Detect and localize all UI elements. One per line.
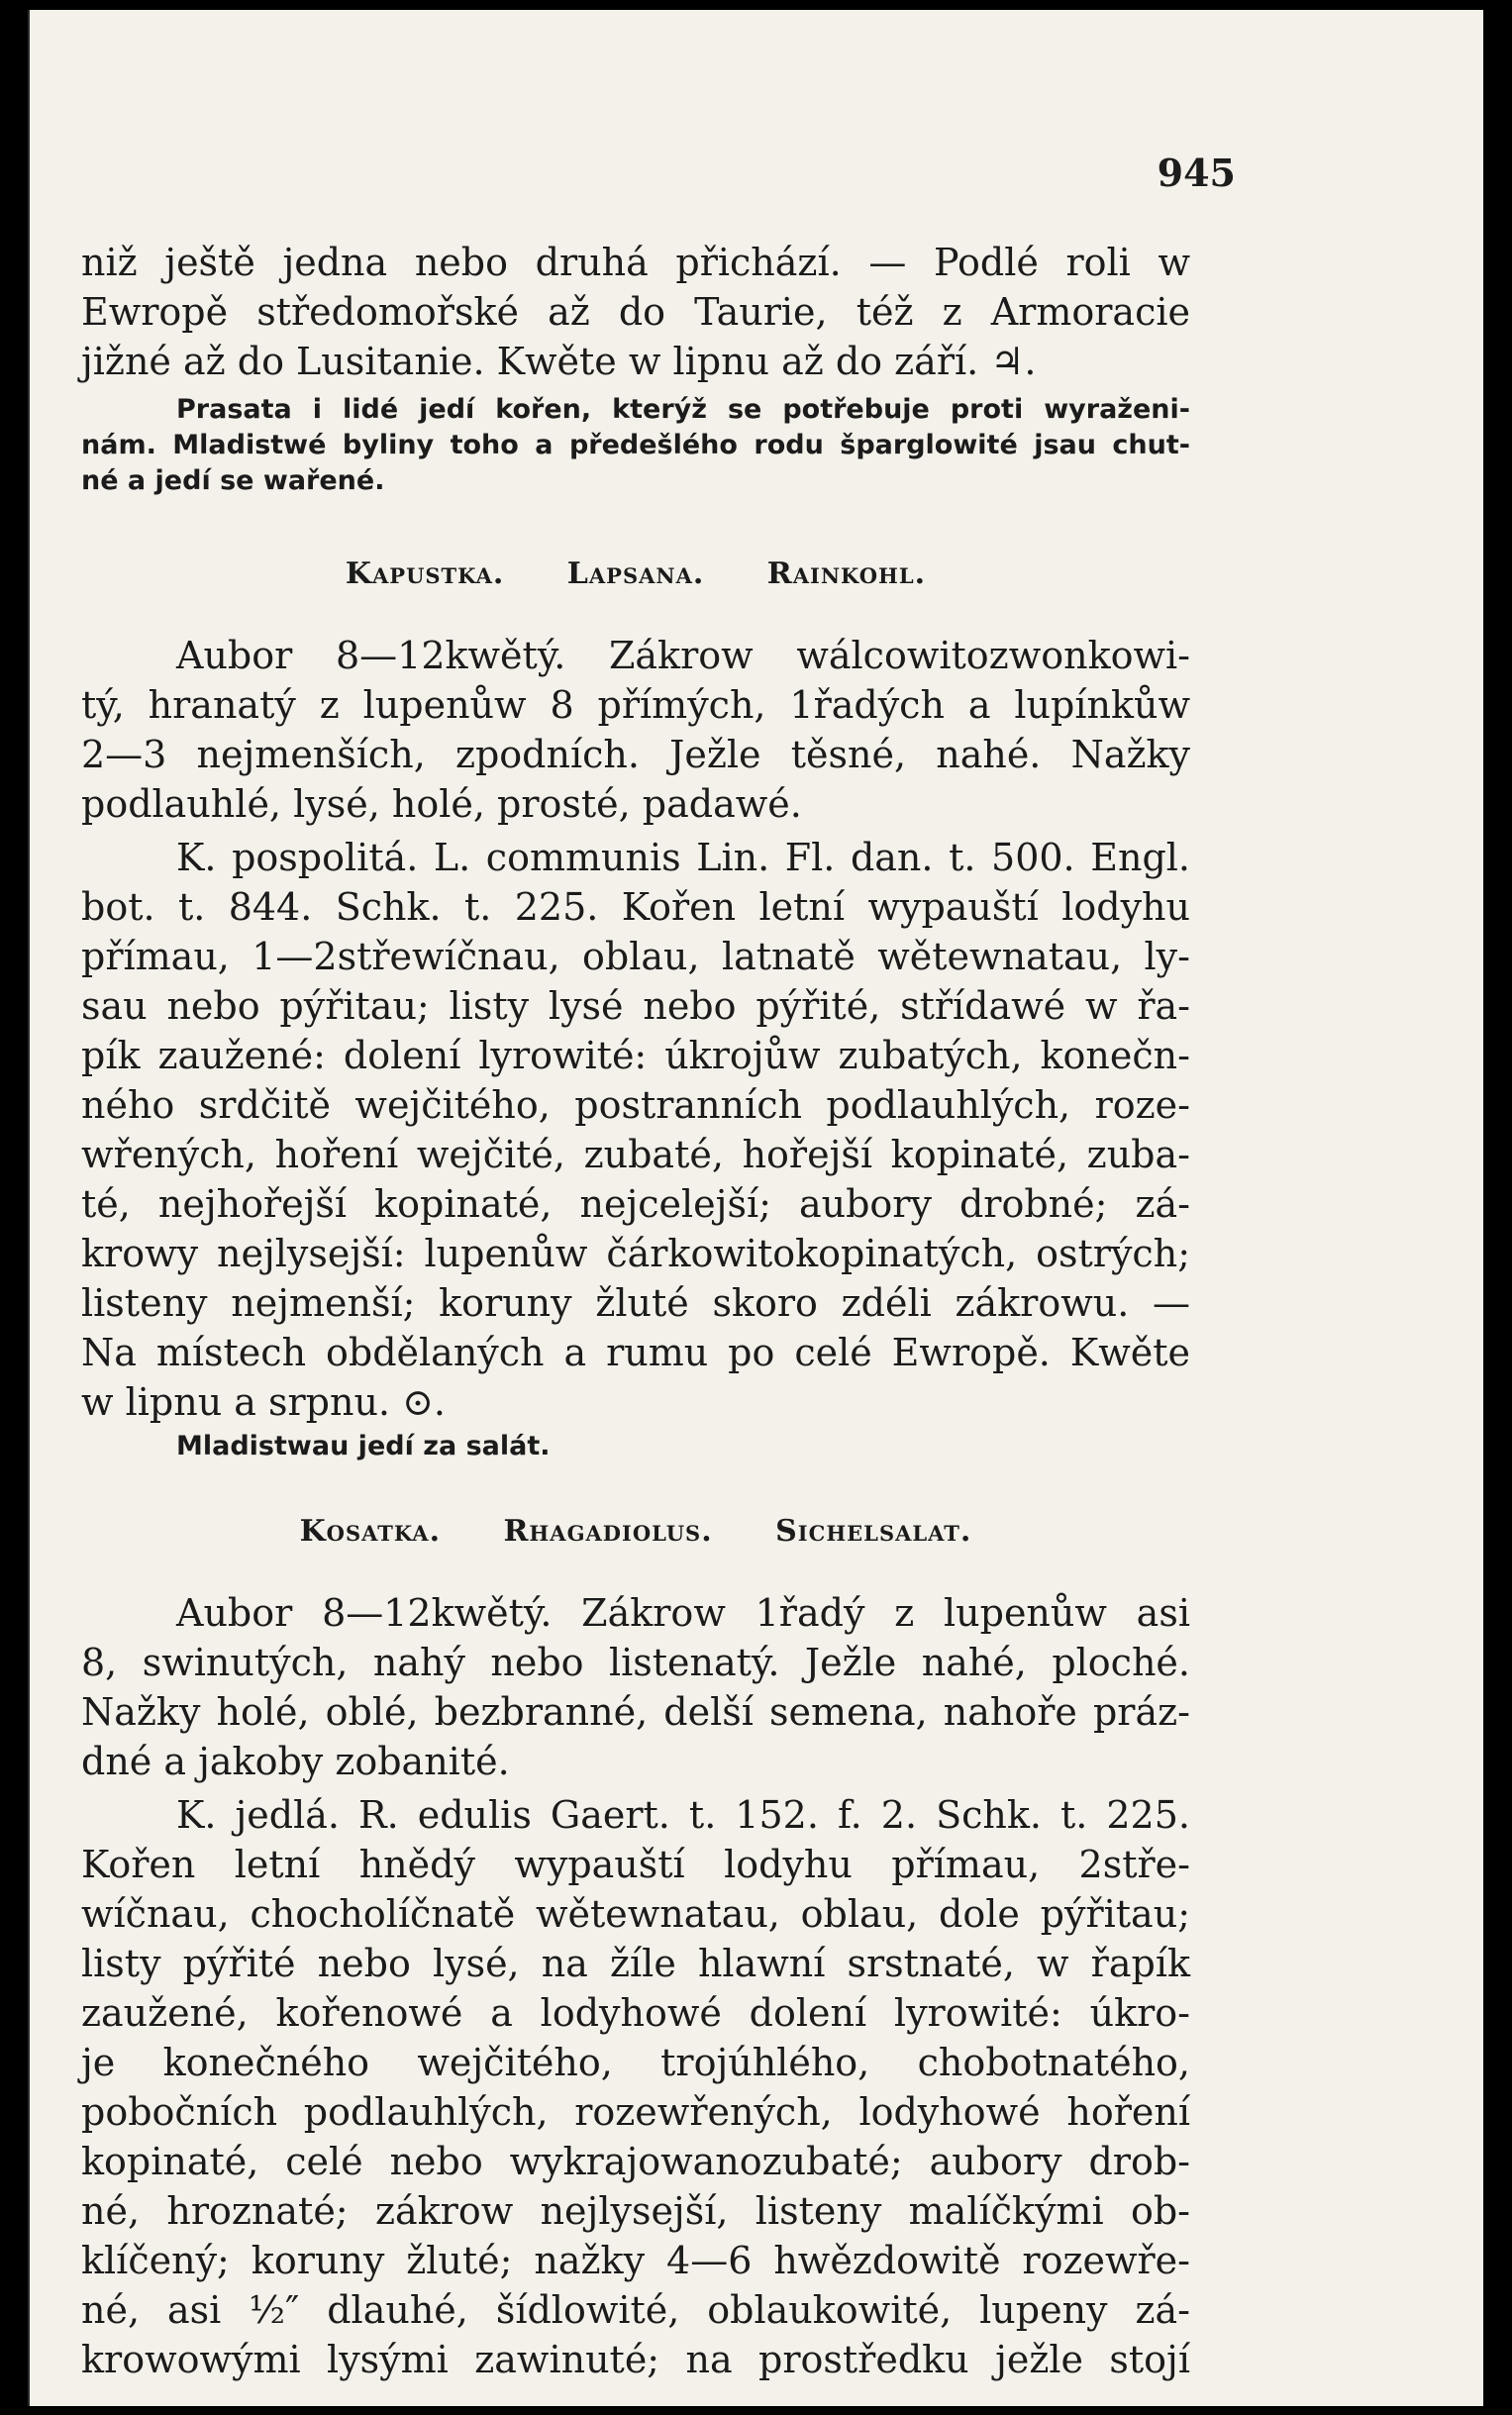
text-line: né, asi ½″ dlauhé, šídlowité, oblaukowité, lupeny zá- — [81, 2288, 1190, 2332]
text-line: Na místech obdělaných a rumu po celé Ewropě. Kwěte — [81, 1331, 1190, 1374]
intro-note — [81, 392, 1190, 499]
species-description — [81, 1790, 1190, 2384]
text-line: je konečného wejčitého, trojúhlého, chobotnatého, — [81, 2041, 1190, 2084]
species-note — [81, 1429, 1190, 1464]
text-line: pík zaužené: dolení lyrowité: úkrojůw zubatých, konečn- — [81, 1034, 1190, 1077]
text-line: niž ještě jedna nebo druhá přichází. — Podlé roli w — [81, 241, 1190, 284]
text-line: kopinaté, celé nebo wykrajowanozubaté; aubory drob- — [81, 2140, 1190, 2183]
text-line: Aubor 8—12kwětý. Zákrow 1řadý z lupenůw asi — [176, 1591, 1190, 1635]
text-line: Ewropě středomořské až do Taurie, též z Armoracie — [81, 290, 1190, 334]
text-line: dné a jakoby zobanité. — [81, 1740, 510, 1783]
genus-german-name: Sichelsalat. — [775, 1514, 972, 1549]
note-line: né a jedí se wařené. — [81, 465, 385, 496]
text-line: té, nejhořejší kopinaté, nejcelejší; aubory drobné; zá- — [81, 1182, 1190, 1226]
note-line: Mladistwau jedí za salát. — [176, 1431, 551, 1461]
text-line: krowy nejlysejší: lupenůw čárkowitokopinatých, ostrých; — [81, 1232, 1190, 1275]
page-number: 945 — [1157, 151, 1236, 195]
note-line: nám. Mladistwé byliny toho a předešlého rodu šparglowité jsau chut- — [81, 430, 1190, 460]
text-line: pobočních podlauhlých, rozewřených, lodyhowé hoření — [81, 2090, 1190, 2134]
intro-paragraph — [81, 238, 1190, 386]
text-line: jižné až do Lusitanie. Kwěte w lipnu až do září. ♃. — [81, 340, 1037, 383]
genus-description — [81, 631, 1190, 829]
text-line: sau nebo pýřitau; listy lysé nebo pýřité, střídawé w řa- — [81, 984, 1190, 1028]
text-line: listeny nejmenší; koruny žluté skoro zdéli zákrowu. — — [81, 1281, 1190, 1325]
genus-heading-kapustka — [81, 556, 1190, 591]
text-line: w lipnu a srpnu. ⊙. — [81, 1380, 447, 1424]
genus-heading-kosatka — [81, 1514, 1190, 1549]
text-line: Nažky holé, oblé, bezbranné, delší semena, nahoře práz- — [81, 1690, 1190, 1734]
text-line: 2—3 nejmenších, zpodních. Ježle těsné, nahé. Nažky — [81, 733, 1190, 776]
text-line: bot. t. 844. Schk. t. 225. Kořen letní wypauští lodyhu — [81, 885, 1190, 929]
text-line: né, hroznaté; zákrow nejlysejší, listeny malíčkými ob- — [81, 2189, 1190, 2233]
genus-description — [81, 1588, 1190, 1786]
text-line: klíčený; koruny žluté; nažky 4—6 hwězdowitě rozewře- — [81, 2239, 1190, 2282]
text-block — [81, 238, 1190, 2384]
text-line: K. pospolitá. L. communis Lin. Fl. dan. t. 500. Engl. — [176, 836, 1190, 879]
species-description — [81, 833, 1190, 1427]
text-line: ného srdčitě wejčitého, postranních podlauhlých, roze- — [81, 1083, 1190, 1127]
text-line: K. jedlá. R. edulis Gaert. t. 152. f. 2. Schk. t. 225. — [176, 1793, 1190, 1837]
text-line: wíčnau, chocholíčnatě wětewnatau, oblau, dole pýřitau; — [81, 1892, 1190, 1936]
text-line: Aubor 8—12kwětý. Zákrow wálcowitozwonkowi- — [176, 634, 1190, 677]
text-line: 8, swinutých, nahý nebo listenatý. Ježle nahé, ploché. — [81, 1641, 1190, 1684]
text-line: zaužené, kořenowé a lodyhowé dolení lyrowité: úkro- — [81, 1991, 1190, 2035]
genus-czech-name: Kapustka. — [345, 556, 505, 591]
text-line: wřených, hoření wejčité, zubaté, hořejší kopinaté, zuba- — [81, 1133, 1190, 1176]
note-line: Prasata i lidé jedí kořen, kterýž se potřebuje proti wyraženi- — [176, 394, 1190, 425]
genus-czech-name: Kosatka. — [299, 1514, 442, 1549]
genus-latin-name: Lapsana. — [566, 556, 705, 591]
text-line: přímau, 1—2střewíčnau, oblau, latnatě wětewnatau, ly- — [81, 935, 1190, 978]
text-line: listy pýřité nebo lysé, na žíle hlawní srstnaté, w řapík — [81, 1942, 1190, 1985]
genus-latin-name: Rhagadiolus. — [503, 1514, 713, 1549]
text-line: tý, hranatý z lupenůw 8 přímých, 1řadých a lupínkůw — [81, 683, 1190, 727]
text-line: krowowými lysými zawinuté; na prostředku ježle stojí — [81, 2338, 1190, 2381]
text-line: Kořen letní hnědý wypauští lodyhu přímau, 2stře- — [81, 1843, 1190, 1886]
text-line: podlauhlé, lysé, holé, prosté, padawé. — [81, 782, 802, 826]
genus-german-name: Rainkohl. — [766, 556, 927, 591]
book-page — [28, 10, 1483, 2406]
